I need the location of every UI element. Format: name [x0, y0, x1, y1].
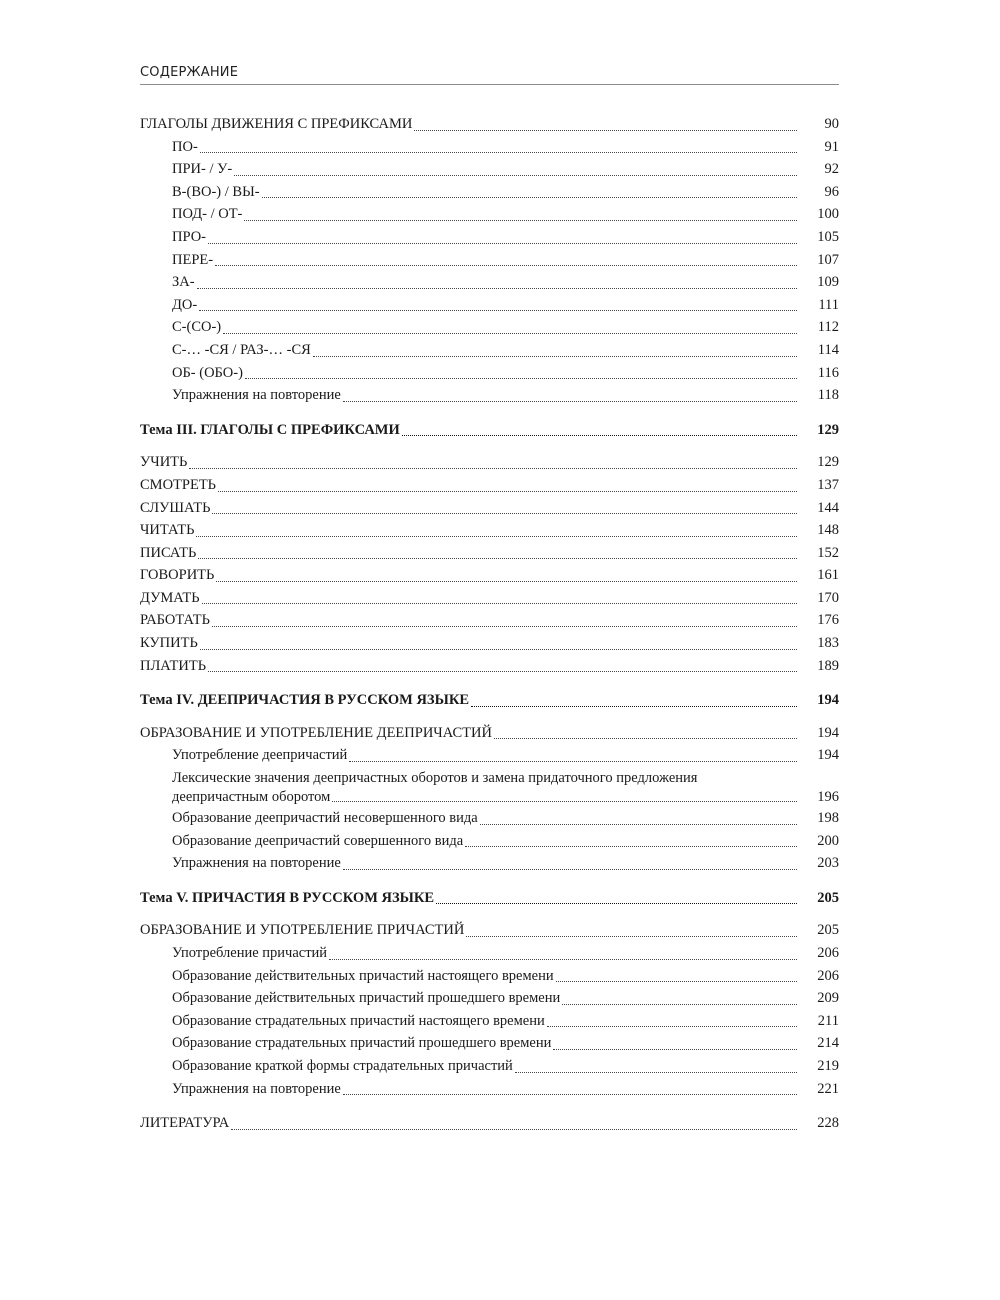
toc-page-number: 114 [817, 341, 839, 358]
toc-page-number: 203 [817, 855, 839, 872]
toc-page-number: 209 [817, 990, 839, 1007]
toc-entry-label: ПРО- [172, 228, 207, 245]
toc-entry-theme-3[interactable] [140, 419, 839, 442]
toc-page-number: 170 [817, 589, 839, 606]
dot-leader [218, 490, 797, 492]
dot-leader [402, 434, 797, 436]
toc-entry-label: ЛИТЕРАТУРА [140, 1115, 230, 1132]
toc-entry-label: ДО- [172, 296, 198, 313]
toc-page-number: 109 [817, 274, 839, 291]
toc-entry[interactable] [140, 474, 839, 497]
dot-leader [553, 1048, 797, 1050]
dot-leader [223, 332, 797, 334]
toc-page-number: 221 [817, 1080, 839, 1097]
toc-entry[interactable] [140, 1055, 839, 1078]
toc-entry-label: ПО- [172, 138, 198, 155]
toc-page-number: 183 [817, 635, 839, 652]
toc-entry[interactable] [140, 158, 839, 181]
toc-page-number: 129 [817, 421, 839, 438]
toc-entry[interactable] [140, 807, 839, 830]
toc-entry[interactable] [140, 451, 839, 474]
toc-entry-theme-4[interactable] [140, 689, 839, 712]
toc-entry-theme-5[interactable] [140, 887, 839, 910]
dot-leader [562, 1003, 797, 1005]
toc-entry[interactable] [140, 316, 839, 339]
toc-page-number: 112 [817, 319, 839, 336]
toc-entry-label: ПОД- / ОТ- [172, 206, 243, 223]
toc-entry[interactable] [140, 1032, 839, 1055]
toc-entry-label: ГЛАГОЛЫ ДВИЖЕНИЯ С ПРЕФИКСАМИ [140, 116, 413, 132]
dot-leader [208, 242, 797, 244]
dot-leader [234, 174, 797, 176]
toc-entry-label: Тема III. ГЛАГОЛЫ С ПРЕФИКСАМИ [140, 421, 400, 438]
toc-entry[interactable] [140, 609, 839, 632]
toc-entry-label: Упражнения на повторение [172, 387, 341, 404]
toc-entry-label: ПЛАТИТЬ [140, 657, 207, 674]
toc-entry-label: Упражнения на повторение [172, 855, 341, 872]
toc-page-number: 200 [817, 832, 839, 849]
dot-leader [332, 800, 797, 802]
toc-page-number: 206 [817, 967, 839, 984]
toc-entry-label: ЧИТАТЬ [140, 522, 195, 539]
toc-entry[interactable] [140, 587, 839, 610]
toc-entry-label-line2: деепричастным оборотом [172, 789, 331, 806]
dot-leader [189, 467, 797, 469]
toc-entry-label: КУПИТЬ [140, 635, 198, 652]
dot-leader [414, 129, 797, 131]
toc-entry[interactable] [140, 249, 839, 272]
toc-entry-label: С-… -СЯ / РАЗ-… -СЯ [172, 341, 311, 358]
toc-entry-label: Упражнения на повторение [172, 1080, 341, 1097]
toc-entry[interactable] [140, 519, 839, 542]
toc-page-number: 219 [817, 1057, 839, 1074]
toc-page-number: 129 [817, 454, 839, 471]
toc-page-number: 91 [824, 138, 839, 155]
toc-page-number: 196 [817, 789, 839, 806]
toc-entry-label: РАБОТАТЬ [140, 612, 210, 629]
toc-page-number: 205 [817, 922, 839, 939]
dot-leader [349, 760, 797, 762]
dot-leader [329, 958, 797, 960]
toc-subentries [140, 451, 839, 677]
toc-page-number: 90 [824, 116, 839, 132]
toc-page-number: 189 [817, 657, 839, 674]
dot-leader [231, 1128, 797, 1130]
dot-leader [245, 377, 797, 379]
toc-entry-section[interactable] [140, 919, 839, 942]
toc-entry-label: Образование страдательных причастий настоящего времени [172, 1012, 545, 1029]
dot-leader [515, 1071, 797, 1073]
toc-entry-literature[interactable] [140, 1112, 839, 1135]
toc-page-number: 105 [817, 228, 839, 245]
toc-page-number: 116 [817, 364, 839, 381]
toc-page-number: 111 [818, 296, 839, 313]
toc-entry[interactable] [140, 987, 839, 1010]
toc-entry[interactable] [140, 362, 839, 385]
header-divider [140, 84, 839, 85]
dot-leader [313, 355, 797, 357]
toc-page-number: 144 [817, 499, 839, 516]
toc-page-number: 118 [817, 387, 839, 404]
toc-entry[interactable] [140, 632, 839, 655]
toc-entry-label: Образование деепричастий совершенного вида [172, 832, 464, 849]
toc-entry-label: Употребление причастий [172, 945, 328, 961]
dot-leader [216, 580, 797, 582]
toc-entry-label: Образование действительных причастий прошедшего времени [172, 990, 561, 1007]
toc-entry-label: ДУМАТЬ [140, 589, 200, 606]
toc-subentries [140, 136, 839, 407]
dot-leader [197, 287, 797, 289]
toc-page-number: 205 [817, 889, 839, 906]
toc-entry[interactable] [140, 1078, 839, 1101]
dot-leader [199, 309, 797, 311]
toc-subentries [140, 942, 839, 1100]
toc-page-number: 137 [817, 476, 839, 493]
toc-entry-label: ПРИ- / У- [172, 161, 233, 178]
toc-entry[interactable] [140, 384, 839, 407]
toc-entry[interactable] [140, 744, 839, 767]
dot-leader [343, 868, 797, 870]
toc-entry-label: ОБ- (ОБО-) [172, 364, 243, 381]
dot-leader [343, 400, 797, 402]
dot-leader [494, 737, 797, 739]
table-of-contents [140, 113, 839, 1135]
toc-entry[interactable] [140, 1010, 839, 1033]
dot-leader [198, 557, 797, 559]
toc-entry[interactable] [140, 271, 839, 294]
toc-page-number: 194 [817, 724, 839, 741]
toc-entry[interactable] [140, 852, 839, 875]
toc-entry-label-line1: Лексические значения деепричастных оборотов и замена придаточного предложения [172, 770, 698, 787]
toc-entry-label: Образование страдательных причастий прошедшего времени [172, 1035, 552, 1052]
dot-leader [343, 1093, 797, 1095]
toc-entry[interactable] [140, 136, 839, 159]
dot-leader [212, 625, 797, 627]
toc-page-number: 100 [817, 206, 839, 223]
dot-leader [262, 196, 797, 198]
toc-entry-multiline[interactable] [140, 767, 839, 807]
toc-entry-label: ЗА- [172, 274, 195, 291]
toc-entry-label: Употребление деепричастий [172, 747, 348, 764]
toc-entry-label: Тема V. ПРИЧАСТИЯ В РУССКОМ ЯЗЫКЕ [140, 889, 435, 906]
dot-leader [208, 670, 797, 672]
dot-leader [480, 823, 797, 825]
dot-leader [215, 264, 797, 266]
dot-leader [200, 648, 797, 650]
dot-leader [196, 535, 797, 537]
toc-entry[interactable] [140, 497, 839, 520]
toc-page-number: 206 [817, 945, 839, 961]
toc-entry[interactable] [140, 965, 839, 988]
toc-entry-label: С-(СО-) [172, 319, 222, 336]
toc-entry[interactable] [140, 339, 839, 362]
toc-page-number: 228 [817, 1115, 839, 1132]
toc-entry-label: Образование деепричастий несовершенного вида [172, 810, 478, 827]
toc-entry[interactable] [140, 942, 839, 965]
dot-leader [202, 602, 797, 604]
toc-entry-label: В-(ВО-) / ВЫ- [172, 183, 260, 200]
toc-entry-label: ПЕРЕ- [172, 251, 214, 268]
dot-leader [465, 845, 797, 847]
toc-page-number: 176 [817, 612, 839, 629]
toc-entry[interactable] [140, 203, 839, 226]
toc-entry-label: СЛУШАТЬ [140, 499, 211, 516]
dot-leader [556, 980, 797, 982]
toc-page-number: 96 [824, 183, 839, 200]
toc-page-number: 194 [817, 692, 839, 709]
toc-page-number: 198 [817, 810, 839, 827]
toc-page-number: 211 [817, 1012, 839, 1029]
dot-leader [212, 512, 797, 514]
toc-entry-label: ОБРАЗОВАНИЕ И УПОТРЕБЛЕНИЕ ДЕЕПРИЧАСТИЙ [140, 724, 492, 741]
dot-leader [200, 151, 797, 153]
toc-page-number: 194 [817, 747, 839, 764]
toc-entry[interactable] [140, 564, 839, 587]
toc-entry-label: Образование действительных причастий настоящего времени [172, 967, 554, 984]
toc-entry-label: УЧИТЬ [140, 454, 188, 471]
toc-entry[interactable] [140, 655, 839, 678]
toc-page-number: 92 [824, 161, 839, 178]
toc-entry-label: ГОВОРИТЬ [140, 567, 215, 584]
toc-entry-label: ОБРАЗОВАНИЕ И УПОТРЕБЛЕНИЕ ПРИЧАСТИЙ [140, 922, 465, 939]
toc-page-number: 107 [817, 251, 839, 268]
page-title: СОДЕРЖАНИЕ [140, 65, 239, 80]
toc-entry[interactable] [140, 294, 839, 317]
dot-leader [547, 1025, 797, 1027]
toc-entry[interactable] [140, 226, 839, 249]
toc-entry[interactable] [140, 542, 839, 565]
toc-entry-label: ПИСАТЬ [140, 544, 197, 561]
dot-leader [244, 219, 797, 221]
toc-page-number: 214 [817, 1035, 839, 1052]
toc-entry-section[interactable] [140, 113, 839, 136]
toc-entry[interactable] [140, 830, 839, 853]
dot-leader [471, 705, 797, 707]
toc-page-number: 161 [817, 567, 839, 584]
toc-page-number: 148 [817, 522, 839, 539]
toc-page-number: 152 [817, 544, 839, 561]
toc-entry-label: Тема IV. ДЕЕПРИЧАСТИЯ В РУССКОМ ЯЗЫКЕ [140, 692, 470, 709]
toc-entry[interactable] [140, 181, 839, 204]
page-header [140, 64, 839, 85]
toc-entry-section[interactable] [140, 722, 839, 745]
dot-leader [466, 935, 797, 937]
toc-entry-label: Образование краткой формы страдательных причастий [172, 1057, 513, 1074]
dot-leader [436, 902, 797, 904]
toc-entry-label: СМОТРЕТЬ [140, 476, 216, 493]
